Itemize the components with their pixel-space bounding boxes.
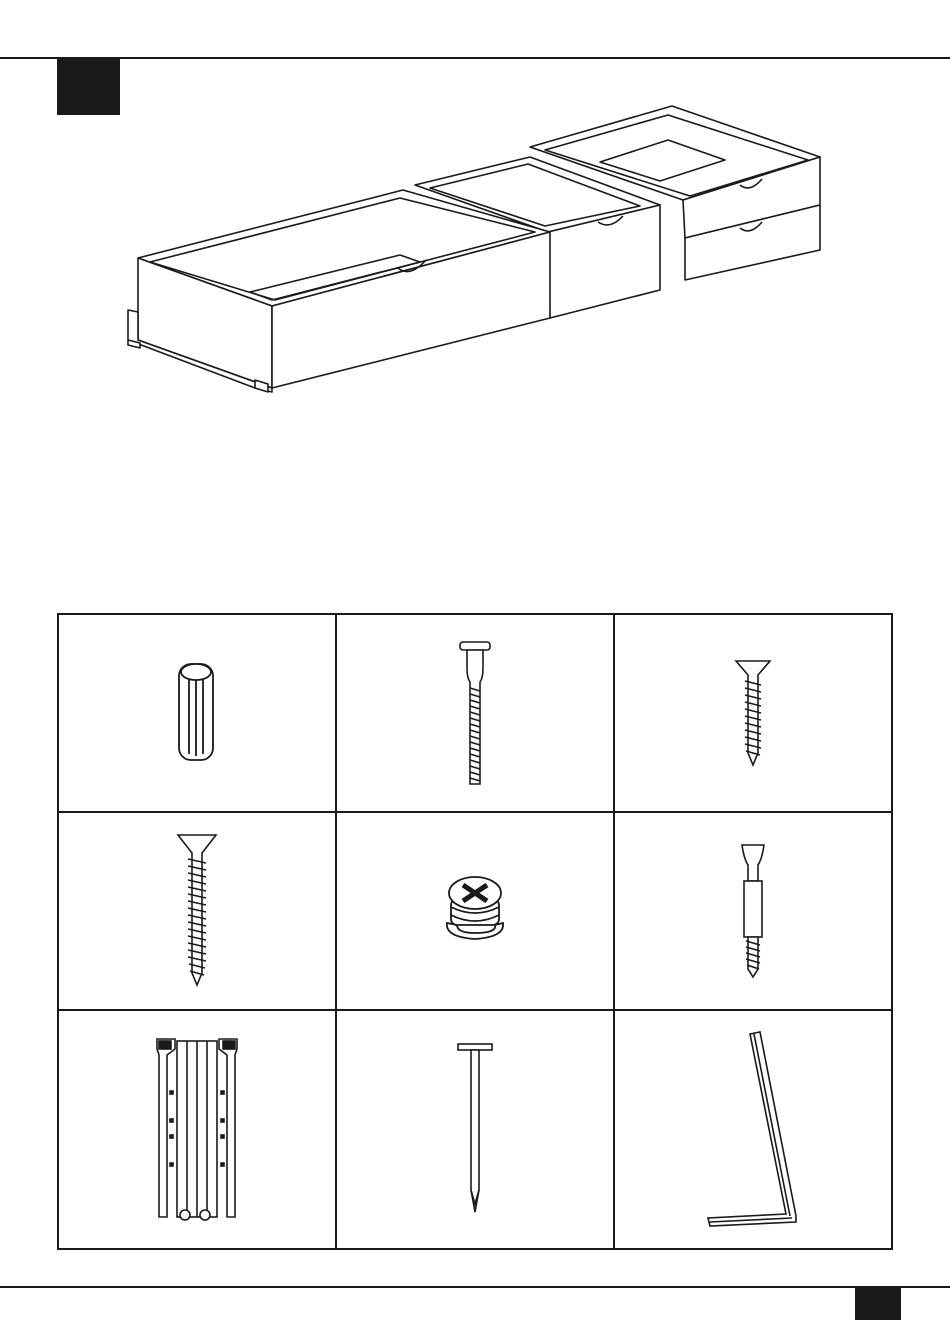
long-screw-icon <box>172 831 222 991</box>
part-cell-connector-bolt <box>615 813 891 1011</box>
footer-rule <box>0 1286 950 1288</box>
dowel-icon <box>167 658 227 768</box>
cam-bolt-icon <box>445 638 505 788</box>
part-cell-cam-lock <box>337 813 615 1011</box>
drawer-slide-icon <box>147 1035 247 1225</box>
header-rule <box>0 57 950 59</box>
part-cell-drawer-slide <box>59 1011 337 1248</box>
part-cell-allen-key <box>615 1011 891 1248</box>
connector-bolt-icon <box>728 841 778 981</box>
part-cell-nail <box>337 1011 615 1248</box>
part-cell-cam-bolt <box>337 615 615 813</box>
part-cell-dowel <box>59 615 337 813</box>
page-number-badge <box>855 1287 901 1320</box>
part-cell-long-screw <box>59 813 337 1011</box>
cam-lock-icon <box>435 871 515 951</box>
short-screw-icon <box>728 653 778 773</box>
allen-key-icon <box>698 1030 808 1230</box>
nail-icon <box>450 1040 500 1220</box>
drawer-assembly-illustration <box>100 95 840 405</box>
hardware-parts-grid <box>57 613 893 1250</box>
part-cell-short-screw <box>615 615 891 813</box>
